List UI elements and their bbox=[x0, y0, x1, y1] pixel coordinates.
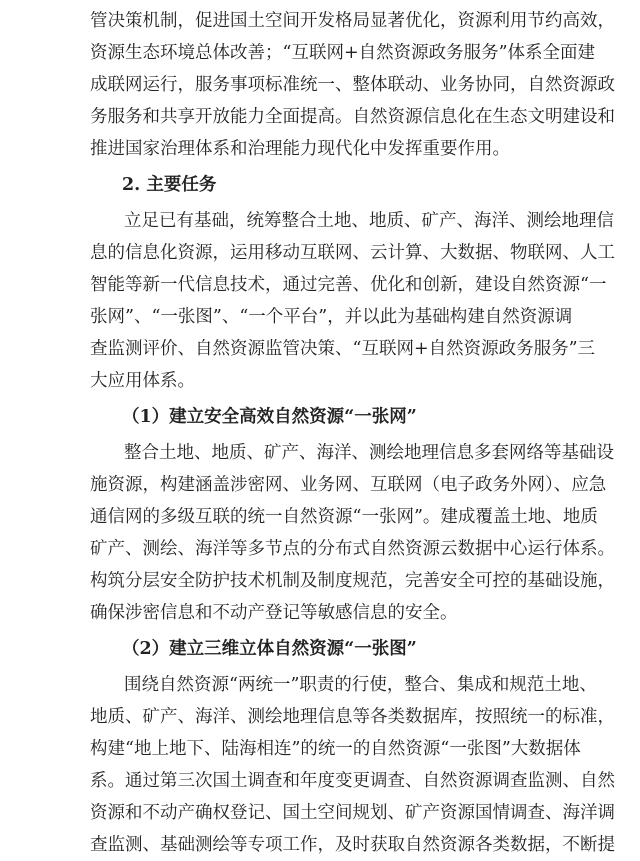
text-line: 立足已有基础，统筹整合土地、地质、矿产、海洋、测绘地理信 bbox=[124, 211, 614, 231]
text-line: 推进国家治理体系和治理能力现代化中发挥重要作用。 bbox=[90, 139, 510, 159]
text-line: 管决策机制，促进国土空间开发格局显著优化，资源利用节约高效， bbox=[90, 11, 615, 31]
text-line: 查监测、基础测绘等专项工作，及时获取自然资源各类数据，不断提 bbox=[90, 835, 615, 855]
text-line: 资源和不动产确权登记、国土空间规划、矿产资源国情调查、海洋调 bbox=[90, 803, 615, 823]
text-line: 务服务和共享开放能力全面提高。自然资源信息化在生态文明建设和 bbox=[90, 107, 615, 127]
text-line: 息的信息化资源，运用移动互联网、云计算、大数据、物联网、人工 bbox=[90, 243, 615, 263]
text-line: 矿产、测绘、海洋等多节点的分布式自然资源云数据中心运行体系。 bbox=[90, 539, 615, 559]
text-line: 施资源，构建涵盖涉密网、业务网、互联网（电子政务外网）、应急 bbox=[90, 475, 607, 495]
subsection-heading: （2）建立三维立体自然资源“一张图” bbox=[122, 639, 417, 659]
text-line: 系。通过第三次国土调查和年度变更调查、自然资源调查监测、自然 bbox=[90, 771, 615, 791]
text-line: 构建“地上地下、陆海相连”的统一的自然资源“一张图”大数据体 bbox=[90, 739, 581, 759]
subsection-heading: （1）建立安全高效自然资源“一张网” bbox=[122, 407, 417, 427]
text-line: 成联网运行，服务事项标准统一、整体联动、业务协同，自然资源政 bbox=[90, 75, 615, 95]
text-line: 资源生态环境总体改善；“互联网+自然资源政务服务”体系全面建 bbox=[90, 43, 596, 63]
text-line: 确保涉密信息和不动产登记等敏感信息的安全。 bbox=[90, 603, 458, 623]
text-line: 整合土地、地质、矿产、海洋、测绘地理信息多套网络等基础设 bbox=[124, 443, 614, 463]
text-line: 围绕自然资源“两统一”职责的行使，整合、集成和规范土地、 bbox=[124, 675, 597, 695]
text-line: 张网”、“一张图”、“一个平台”，并以此为基础构建自然资源调 bbox=[90, 307, 573, 327]
text-line: 大应用体系。 bbox=[90, 371, 195, 391]
section-heading: 2. 主要任务 bbox=[122, 175, 217, 195]
text-line: 地质、矿产、海洋、测绘地理信息等各类数据库，按照统一的标准， bbox=[90, 707, 615, 727]
text-line: 智能等新一代信息技术，通过完善、优化和创新，建设自然资源“一 bbox=[90, 275, 607, 295]
text-line: 通信网的多级互联的统一自然资源“一张网”。建成覆盖土地、地质 bbox=[90, 507, 598, 527]
text-line: 构筑分层安全防护技术机制及制度规范，完善安全可控的基础设施， bbox=[90, 571, 615, 591]
text-line: 查监测评价、自然资源监管决策、“互联网+自然资源政务服务”三 bbox=[90, 339, 596, 359]
